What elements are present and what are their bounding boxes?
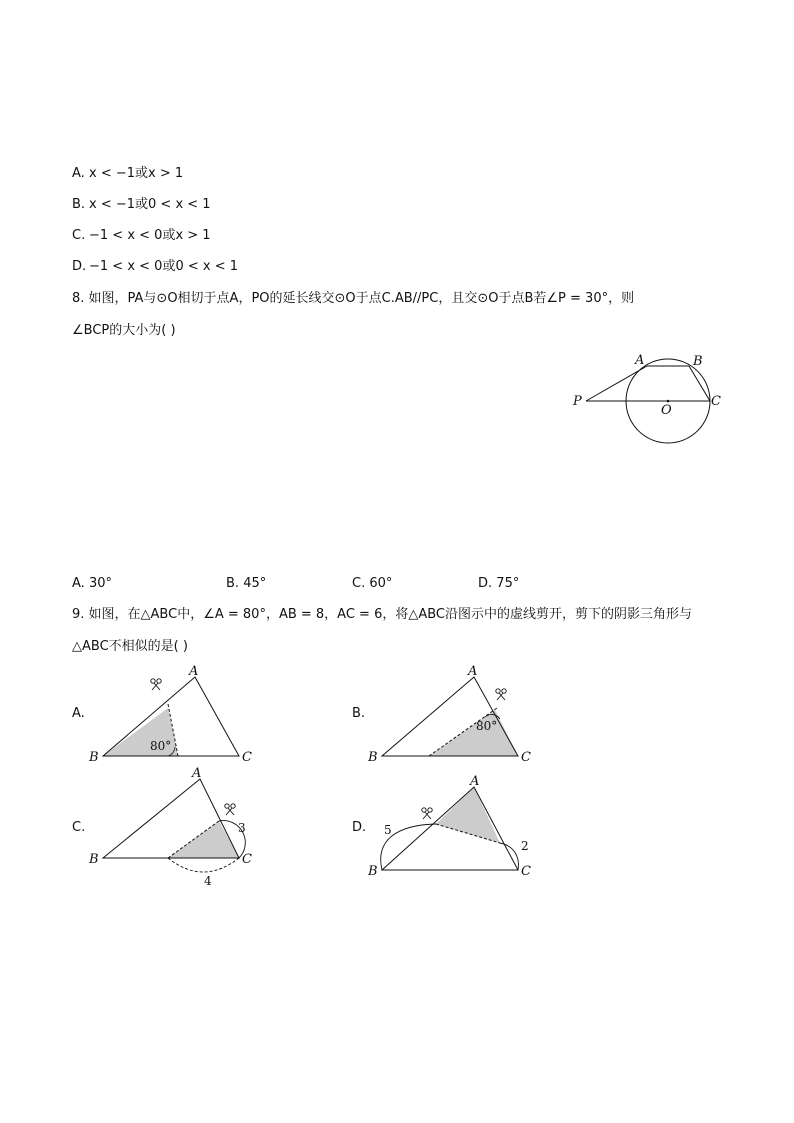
q9a-label-b: B [89, 750, 99, 765]
q9b-angle-label: 80° [476, 719, 498, 733]
q9a-label-c: C [242, 750, 252, 765]
q8-option-a-text: 30° [88, 576, 112, 591]
q9c-arc-4 [168, 858, 239, 872]
q9b-label-b: B [368, 750, 378, 765]
scissors-icon [225, 804, 235, 815]
q9c-length-3: 3 [238, 821, 246, 835]
q9-figure-a [88, 660, 268, 770]
q9-option-d[interactable]: D. [352, 820, 367, 835]
q7-option-c[interactable]: C. [72, 228, 86, 243]
q8-center-dot [667, 400, 670, 403]
q9b-label-c: C [521, 750, 531, 765]
q7-option-b-text: x < −1或0 < x < 1 [89, 197, 211, 212]
q9d-triangle [382, 787, 518, 870]
q9d-label-c: C [521, 864, 531, 879]
q9c-label-b: B [89, 852, 99, 867]
q8-option-b[interactable] [226, 575, 266, 593]
q9d-shaded-triangle [436, 787, 500, 843]
q8-label-p: P [573, 394, 582, 409]
scissors-icon [422, 808, 432, 819]
q9-option-c[interactable]: C. [72, 820, 86, 835]
q8-option-d[interactable] [478, 575, 519, 593]
q8-option-c[interactable] [352, 575, 392, 593]
q7-option-a-text: x < −1或x > 1 [89, 166, 184, 181]
q9a-angle-label: 80° [150, 739, 172, 753]
q9-option-b[interactable]: B. [352, 706, 366, 721]
q8-line-pa [586, 366, 647, 401]
q8-option-b-label: B. [226, 576, 240, 591]
q8-option-c-label: C. [352, 576, 366, 591]
q9c-label-a: A [192, 766, 202, 781]
q8-label-o: O [661, 403, 672, 418]
q7-option-d[interactable]: D. [72, 259, 87, 274]
q8-label-a: A [635, 353, 645, 368]
q8-label-b: B [693, 354, 703, 369]
q8-line-bc [689, 366, 710, 401]
q8-figure [568, 348, 728, 448]
q7-option-d-text: −1 < x < 0或0 < x < 1 [89, 259, 238, 274]
q9-figure-b [367, 660, 547, 770]
q9d-label-a: A [470, 774, 480, 789]
q9d-label-b: B [368, 864, 378, 879]
q9d-length-5: 5 [384, 823, 392, 837]
q8-option-c-text: 60° [369, 576, 393, 591]
q9a-label-a: A [189, 664, 199, 679]
q9-stem-line1: 9. 如图，在△ABC中，∠A = 80°，AB = 8，AC = 6，将△ABC沿图示中的虚线剪开，剪下的阴影三角形与 [72, 607, 693, 622]
scissors-icon [151, 679, 161, 690]
q9c-length-4: 4 [204, 874, 212, 888]
q8-stem-line2: ∠BCP的大小为( ) [72, 323, 176, 338]
q9c-shaded-triangle [168, 821, 239, 858]
q8-stem-line1: 8. 如图，PA与⊙O相切于点A，PO的延长线交⊙O于点C.AB//PC，且交⊙O于点B若∠P = 30°，则 [72, 291, 635, 306]
q8-option-d-text: 75° [496, 576, 520, 591]
q7-option-c-text: −1 < x < 0或x > 1 [89, 228, 211, 243]
q7-option-a[interactable]: A. [72, 166, 85, 181]
q8-option-a-label: A. [72, 576, 85, 591]
q9d-length-2: 2 [521, 839, 529, 853]
q8-label-c: C [711, 394, 721, 409]
q9-figure-d [367, 770, 547, 890]
q9c-label-c: C [242, 852, 252, 867]
q9b-label-a: A [468, 664, 478, 679]
q9-figure-c [88, 762, 268, 892]
q8-option-b-text: 45° [243, 576, 267, 591]
q9-option-a[interactable]: A. [72, 706, 85, 721]
q8-option-a[interactable] [72, 575, 112, 593]
q9-stem-line2: △ABC不相似的是( ) [72, 639, 188, 654]
q8-option-d-label: D. [478, 576, 493, 591]
scissors-icon [496, 689, 506, 700]
q7-option-b[interactable]: B. [72, 197, 86, 212]
